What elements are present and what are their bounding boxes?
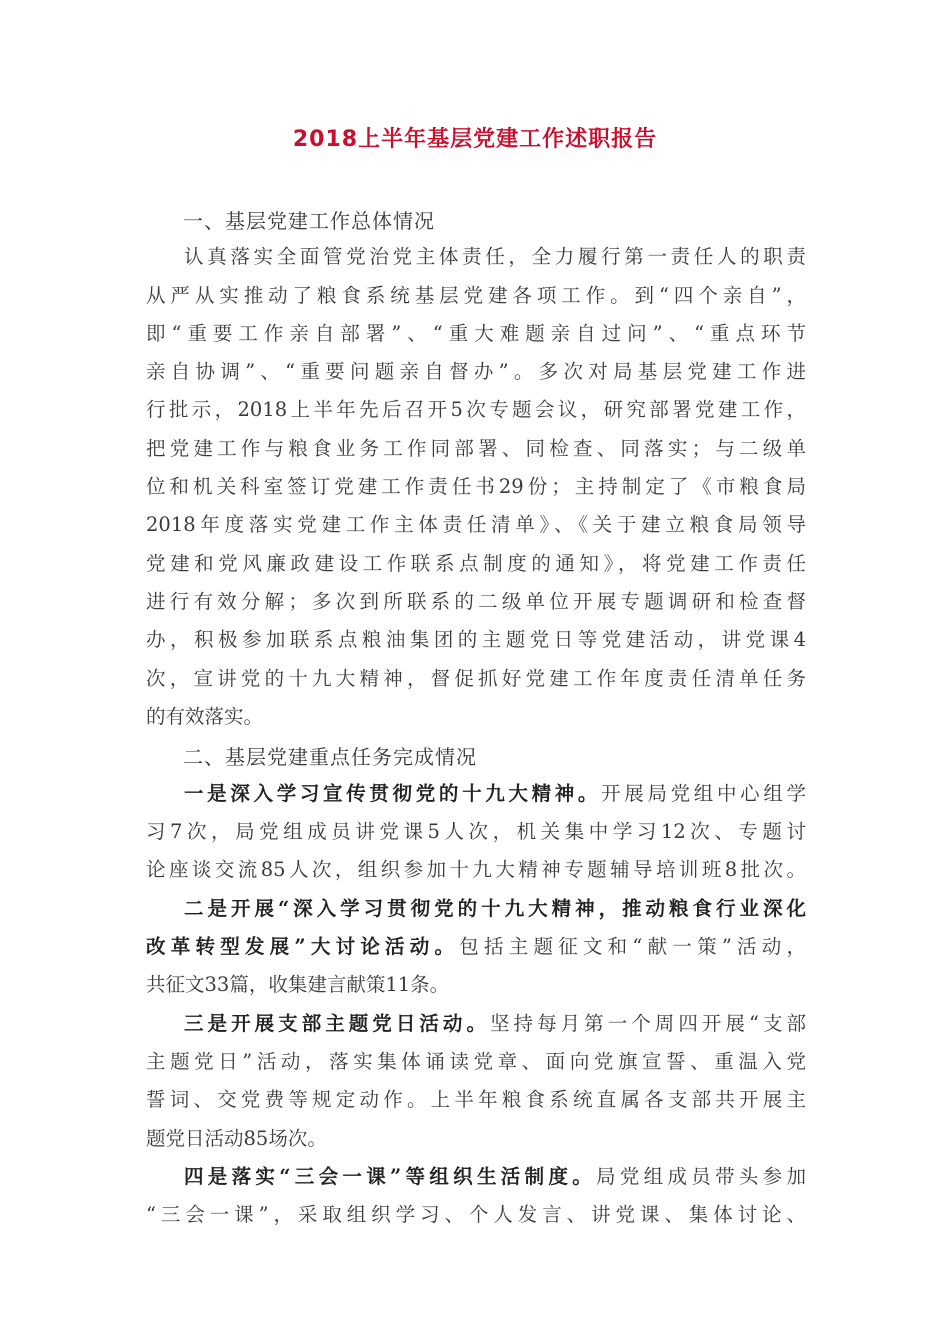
section1-line: 办，积极参加联系点粮油集团的主题党日等党建活动，讲党课4	[146, 628, 806, 651]
paragraph-text: 坚持每月第一个周四开展“支部	[490, 1012, 806, 1035]
paragraph-line: 题党日活动85场次。	[146, 1127, 327, 1150]
section1-line: 次，宣讲党的十九大精神，督促抓好党建工作年度责任清单任务	[146, 667, 806, 690]
section1-line: 把党建工作与粮食业务工作同部署、同检查、同落实；与二级单	[146, 437, 806, 460]
section1-line: 2018年度落实党建工作主体责任清单》、《关于建立粮食局领导	[146, 513, 806, 536]
section1-line: 党建和党风廉政建设工作联系点制度的通知》，将党建工作责任	[146, 552, 806, 575]
paragraph-text: 包括主题征文和“献一策”活动，	[459, 935, 806, 958]
paragraph-line	[184, 780, 806, 808]
section1-line: 认真落实全面管党治党主体责任，全力履行第一责任人的职责	[184, 245, 806, 268]
bold-lead: 四是落实“三会一课”等组织生活制度。	[184, 1165, 597, 1188]
section2-heading: 二、基层党建重点任务完成情况	[183, 745, 477, 769]
paragraph-line: “三会一课”，采取组织学习、个人发言、讲党课、集体讨论、	[146, 1203, 806, 1226]
bold-lead: 一是深入学习宣传贯彻党的十九大精神。	[184, 782, 602, 805]
section1-line: 从严从实推动了粮食系统基层党建各项工作。到“四个亲自”，	[146, 284, 806, 307]
section1-line: 进行有效分解；多次到所联系的二级单位开展专题调研和检查督	[146, 590, 806, 613]
paragraph-line	[184, 1163, 806, 1191]
paragraph-text: 开展局党组中心组学	[601, 782, 806, 805]
paragraph-line: 论座谈交流85人次，组织参加十九大精神专题辅导培训班8批次。	[146, 858, 806, 881]
paragraph-text: 局党组成员带头参加	[596, 1165, 806, 1188]
section1-line: 位和机关科室签订党建工作责任书29份；主持制定了《市粮食局	[146, 475, 806, 498]
paragraph-line	[184, 1010, 806, 1038]
bold-lead: 三是开展支部主题党日活动。	[184, 1012, 491, 1035]
bold-lead: 改革转型发展”大讨论活动。	[146, 935, 460, 958]
paragraph-line: 习7次，局党组成员讲党课5人次，机关集中学习12次、专题讨	[146, 820, 806, 843]
section1-line: 亲自协调”、“重要问题亲自督办”。多次对局基层党建工作进	[146, 360, 806, 383]
paragraph-line: 二是开展“深入学习贯彻党的十九大精神，推动粮食行业深化	[184, 897, 806, 920]
document-title: 2018上半年基层党建工作述职报告	[292, 127, 658, 152]
section1-line: 的有效落实。	[146, 705, 264, 728]
paragraph-line: 共征文33篇，收集建言献策11条。	[146, 973, 450, 996]
section1-line: 行批示，2018上半年先后召开5次专题会议，研究部署党建工作，	[146, 398, 806, 421]
paragraph-line: 誓词、交党费等规定动作。上半年粮食系统直属各支部共开展主	[146, 1088, 806, 1111]
section1-line: 即“重要工作亲自部署”、“重大难题亲自过问”、“重点环节	[146, 322, 806, 345]
section1-heading: 一、基层党建工作总体情况	[183, 209, 435, 233]
paragraph-line: 主题党日”活动，落实集体诵读党章、面向党旗宣誓、重温入党	[146, 1050, 806, 1073]
paragraph-line	[146, 933, 806, 961]
